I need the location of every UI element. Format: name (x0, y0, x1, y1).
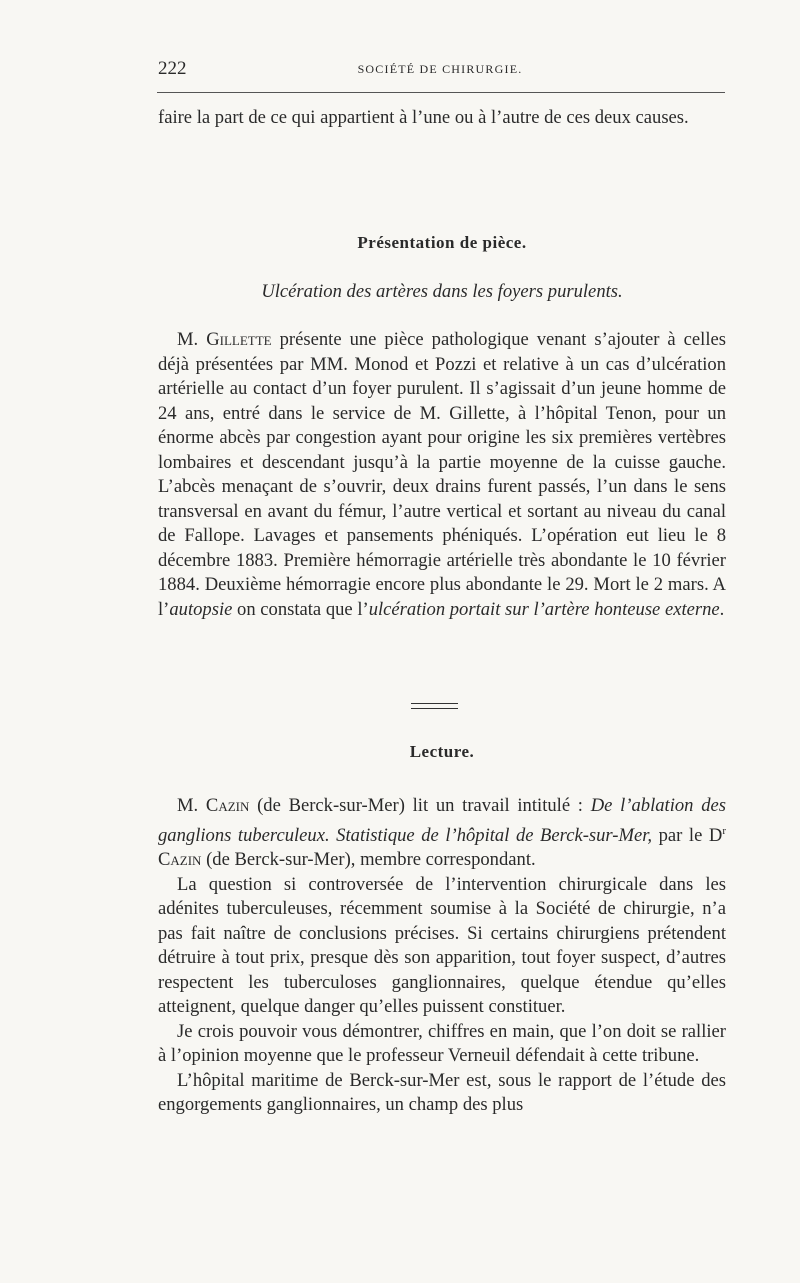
running-title: SOCIÉTÉ DE CHIRURGIE. (357, 62, 523, 76)
page-number: 222 (158, 58, 187, 79)
header-rule (157, 92, 725, 93)
intro-text: faire la part de ce qui appartient à l’une ou à l’autre de ces deux causes. (158, 107, 689, 128)
section-separator (411, 703, 458, 704)
autopsie-word: autopsie (169, 598, 233, 620)
section-separator (411, 708, 458, 709)
lecture-paragraph-4: L’hôpital maritime de Berck-sur-Mer est, sous le rapport de l’étude des engorgements ganglionnaires, un champ des plus (158, 1069, 726, 1116)
lecture-paragraph-2: La question si controversée de l’intervention chirurgicale dans les adénites tuberculeuses, récemment soumise à la Société de chirurgie, n’a pas fait naître de conclusions précises. Si certains chirurgiens prétendent détruire à tout prix, presque dès son apparition, tout foyer suspect, d’autres respectent les tuberculoses ganglionnaires, quelque étendue qu’elles atteignent, quelque danger qu’elles puissent constituer. (158, 873, 726, 1018)
author-name: Gillette (206, 329, 272, 350)
conclusion-text: ulcération portait sur l’artère honteuse externe (368, 598, 720, 620)
intro-paragraph (158, 106, 726, 131)
section-heading-presentation: Présentation de pièce. (357, 233, 527, 252)
page-header (155, 58, 725, 82)
presentation-paragraph (158, 328, 726, 622)
author-name: Cazin (158, 849, 202, 871)
dr-superscript: r (722, 824, 726, 837)
section-subtitle: Ulcération des artères dans les foyers purulents. (261, 281, 623, 302)
work-title: De l’ablation des ganglions tuberculeux. Statistique de l’hôpital de Berck-sur-Mer, (158, 795, 726, 846)
presentation-text: M. Gillette présente une pièce pathologique venant s’ajouter à celles déjà présentées par MM. Monod et Pozzi et relative à un cas d’ulcération artérielle au contact d’un foyer purulent. Il s’agissait d’un jeune homme de 24 ans, entré dans le service de M. Gillette, à l’hôpital Tenon, pour un énorme abcès par congestion ayant pour origine les six premières vertèbres lombaires et descendant jusqu’à la partie moyenne de la cuisse gauche. L’abcès menaçant de s’ouvrir, deux drains furent passés, l’un dans le sens transversal en avant du fémur, l’autre vertical et sortant au niveau du canal de Fallope. Lavages et pansements phéniqués. L’opération eut lieu le 8 décembre 1883. Première hémorragie artérielle très abondante le 10 février 1884. Deuxième hémorragie encore plus abondante le 29. Mort le 2 mars. A l’autopsie on constata que l’ulcération portait sur l’artère honteuse externe. (158, 329, 726, 620)
section-heading-lecture: Lecture. (409, 742, 475, 761)
lecture-paragraph-1: M. Cazin (de Berck-sur-Mer) lit un travail intitulé : De l’ablation des ganglions tuberculeux. Statistique de l’hôpital de Berck-sur-Mer, par le $D^r$ Cazin (de Berck-sur-Mer), membre correspondant. (158, 795, 726, 871)
lecture-body (158, 794, 726, 1118)
lecture-paragraph-3: Je crois pouvoir vous démontrer, chiffres en main, que l’on doit se rallier à l’opinion moyenne que le professeur Verneuil défendait à cette tribune. (158, 1020, 726, 1067)
author-name: Cazin (205, 795, 250, 816)
